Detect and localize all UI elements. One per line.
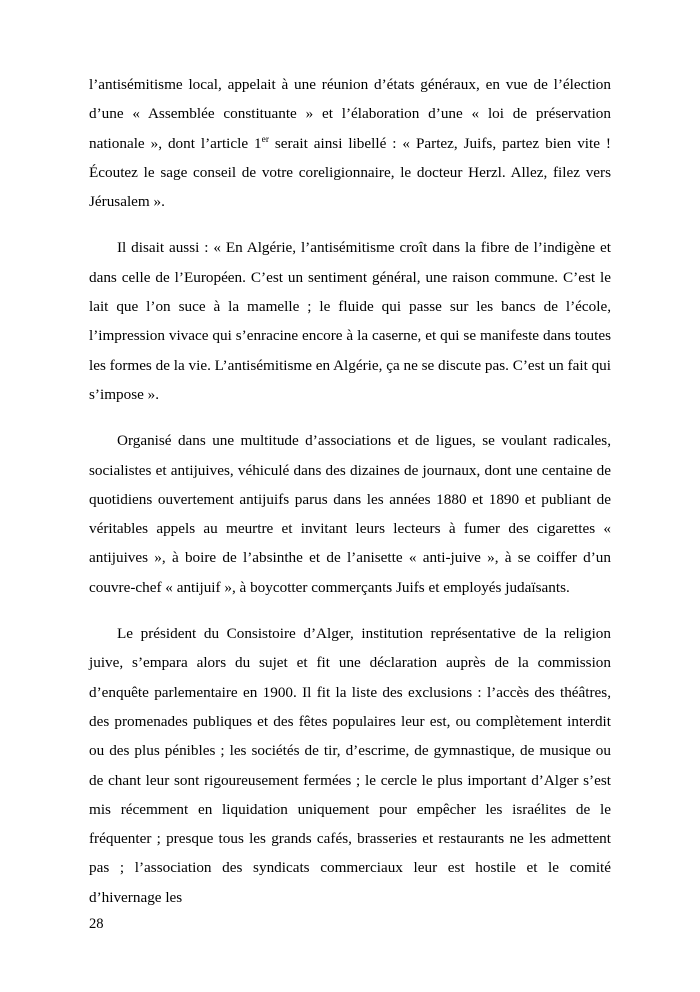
- ordinal-superscript: er: [261, 134, 269, 145]
- paragraph-4: Le président du Consistoire d’Alger, institution représentative de la religion juive, s’empara alors du sujet et fit une déclaration auprès de la commission d’enquête parlementaire en 1900. Il fit la liste des exclusions : l’accès des théâtres, des promenades publiques et des fêtes populaires leur est, ou complètement interdit ou des plus pénibles ; les sociétés de tir, d’escrime, de gymnastique, de musique ou de chant leur sont rigoureusement fermées ; le cercle le plus important d’Alger s’est mis récemment en liquidation uniquement pour empêcher les israélites de le fréquenter ; presque tous les grands cafés, brasseries et restaurants ne les admettent pas ; l’association des syndicats commerciaux leur est hostile et le comité d’hivernage les: [89, 625, 611, 906]
- paragraph-3: Organisé dans une multitude d’associations et de ligues, se voulant radicales, socialistes et antijuives, véhiculé dans des dizaines de journaux, dont une centaine de quotidiens ouvertement antijuifs parus dans les années 1880 et 1890 et publiant de véritables appels au meurtre et invitant leurs lecteurs à fumer des cigarettes « antijuives », à boire de l’absinthe et de l’anisette « anti-juive », à se coiffer d’un couvre-chef « antijuif », à boycotter commerçants Juifs et employés judaïsants.: [89, 432, 611, 596]
- paragraph-2: Il disait aussi : « En Algérie, l’antisémitisme croît dans la fibre de l’indigène et dans celle de l’Européen. C’est un sentiment général, une raison commune. C’est le lait que l’on suce à la mamelle ; le fluide qui passe sur les bancs de l’école, l’impression vivace qui s’enracine encore à la caserne, et qui se manifeste dans toutes les formes de la vie. L’antisémitisme en Algérie, ça ne se discute pas. C’est un fait qui s’impose ».: [89, 239, 611, 403]
- page-number: 28: [89, 916, 104, 932]
- paragraph-1-part-2: serait ainsi libellé : « Partez, Juifs, partez bien vite ! Écoutez le sage conseil de votre coreligionnaire, le docteur Herzl. Allez, filez vers Jérusalem ».: [89, 134, 611, 211]
- page-body: [89, 70, 611, 912]
- paragraph-1-part-1: l’antisémitisme local, appelait à une réunion d’états généraux, en vue de l’élection d’une « Assemblée constituante » et l’élaboration d’une « loi de préservation nationale », dont l’article 1: [89, 76, 611, 152]
- paragraph-1: [89, 70, 611, 216]
